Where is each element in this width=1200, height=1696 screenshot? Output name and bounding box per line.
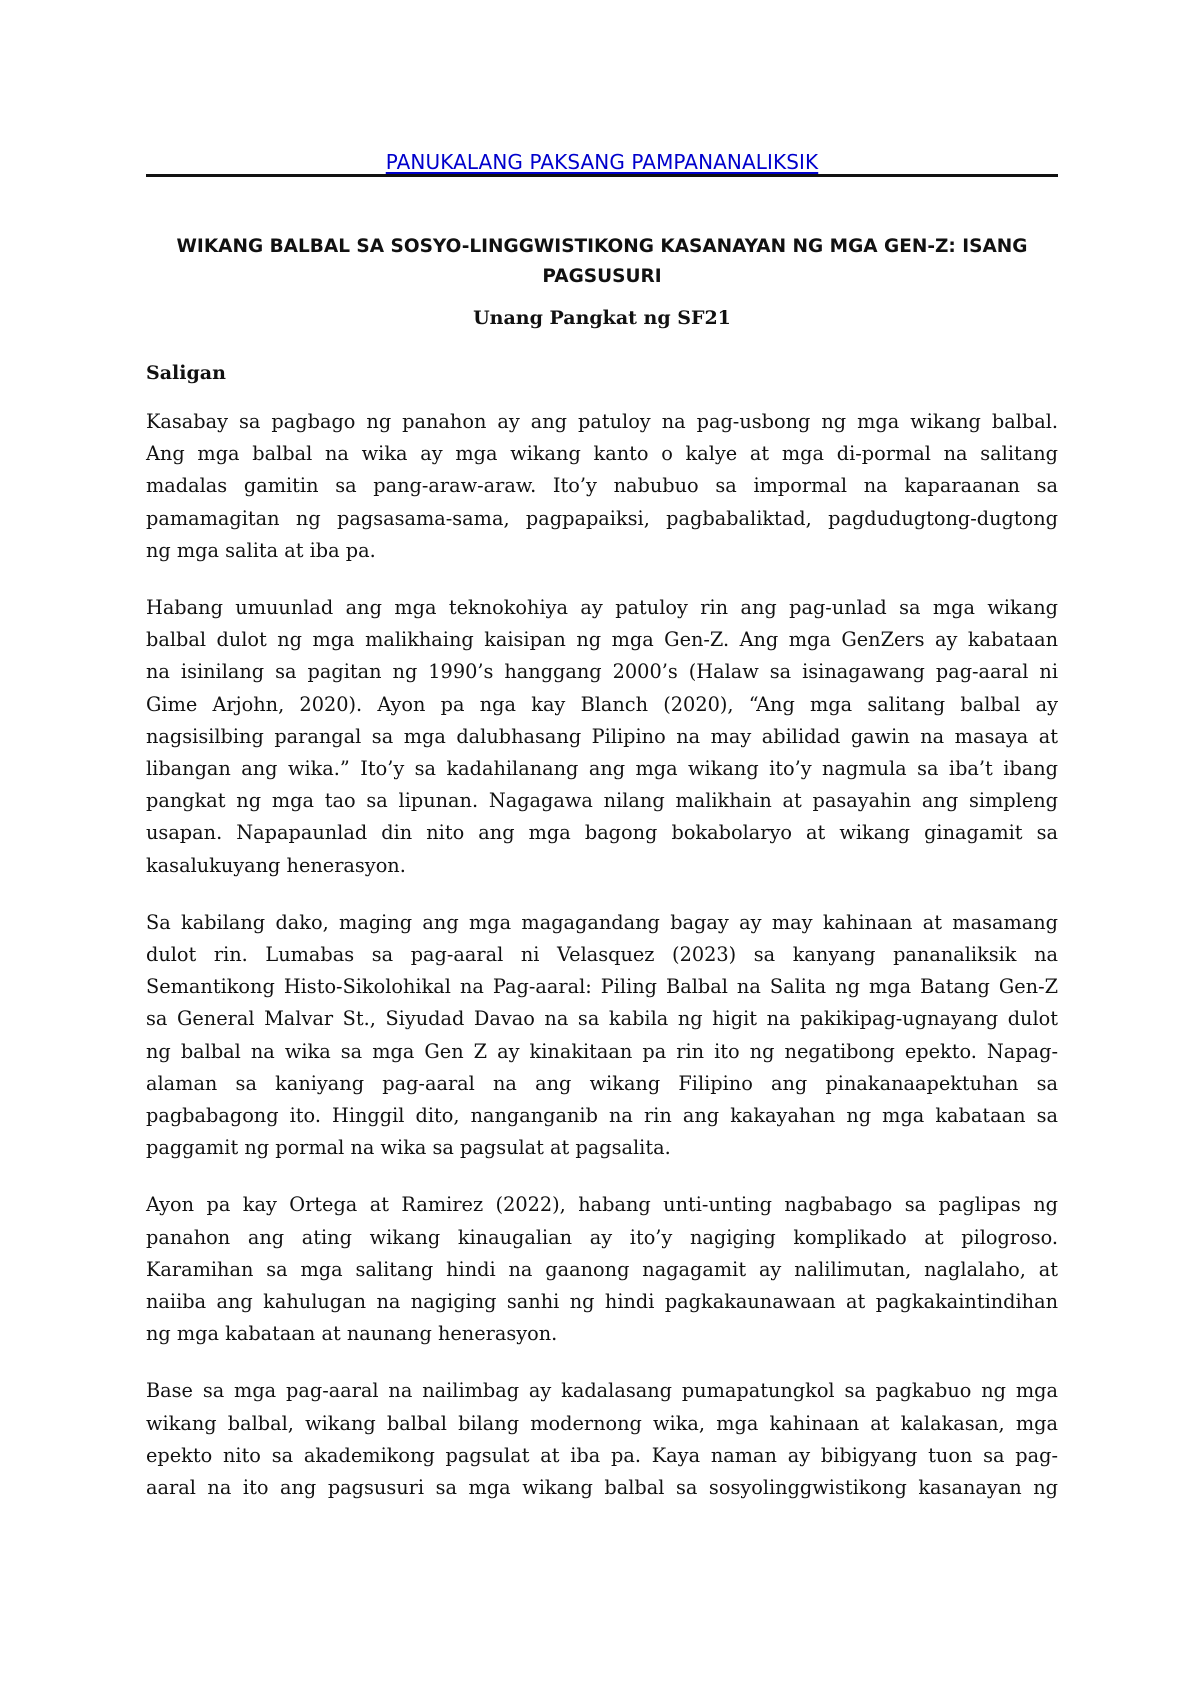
- paragraph-line: Habang umuunlad ang mga teknokohiya ay patuloy rin ang pag-unlad sa mga wikang: [146, 596, 1058, 620]
- paragraph-line: Base sa mga pag-aaral na nailimbag ay kadalasang pumapatungkol sa pagkabuo ng mga: [146, 1379, 1058, 1403]
- header-divider: [146, 174, 1058, 177]
- paragraph-line: Sa kabilang dako, maging ang mga magagandang bagay ay may kahinaan at masamang: [146, 910, 1058, 934]
- paragraph-line: ng mga kabataan at naunang henerasyon.: [146, 1322, 558, 1346]
- paragraph-line: nagsisilbing parangal sa mga dalubhasang Pilipino na may abilidad gawin na masaya at: [146, 724, 1058, 748]
- group-name: Unang Pangkat ng SF21: [473, 307, 731, 329]
- paragraph-line: panahon ang ating wikang kinaugalian ay ito’y nagiging komplikado at pilogroso.: [146, 1225, 1058, 1249]
- paragraph-line: pagbabagong ito. Hinggil dito, nanganganib na rin ang kakayahan ng mga kabataan sa: [146, 1104, 1058, 1128]
- section-heading: Saligan: [146, 362, 226, 384]
- paragraph-line: Ang mga balbal na wika ay mga wikang kanto o kalye at mga di-pormal na salitang: [146, 442, 1058, 466]
- document-title: [146, 232, 1058, 292]
- paragraph-line: wikang balbal, wikang balbal bilang modernong wika, mga kahinaan at kalakasan, mga: [146, 1411, 1058, 1435]
- paragraph-line: paggamit ng pormal na wika sa pagsulat at pagsalita.: [146, 1136, 671, 1160]
- body-text: [146, 406, 1058, 1529]
- paragraph-line: ng balbal na wika sa mga Gen Z ay kinakitaan pa rin ito ng negatibong epekto. Napag-: [146, 1039, 1058, 1063]
- paragraph-line: naiiba ang kahulugan na nagiging sanhi ng hindi pagkakaunawaan at pagkakaintindihan: [146, 1290, 1058, 1314]
- paragraph-line: balbal dulot ng mga malikhaing kaisipan ng mga Gen-Z. Ang mga GenZers ay kabataan: [146, 628, 1058, 652]
- document-title-line-2: PAGSUSURI: [542, 266, 662, 287]
- paragraph-line: sa General Malvar St., Siyudad Davao na sa kabila ng higit na pakikipag-ugnayang dulot: [146, 1007, 1058, 1031]
- paragraph-line: kasalukuyang henerasyon.: [146, 853, 406, 877]
- paragraph-line: aaral na ito ang pagsusuri sa mga wikang balbal sa sosyolinggwistikong kasanayan ng: [146, 1476, 1058, 1500]
- paragraph-line: madalas gamitin sa pang-araw-araw. Ito’y nabubuo sa impormal na kaparaanan sa: [146, 474, 1058, 498]
- paragraph-line: epekto nito sa akademikong pagsulat at iba pa. Kaya naman ay bibigyang tuon sa pag-: [146, 1443, 1058, 1467]
- paragraph: [146, 406, 1058, 567]
- paragraph: [146, 1189, 1058, 1350]
- paragraph: [146, 1375, 1058, 1504]
- paragraph-line: Semantikong Histo-Sikolohikal na Pag-aaral: Piling Balbal na Salita ng mga Batang Gen-Z: [146, 975, 1058, 999]
- paragraph-line: libangan ang wika.” Ito’y sa kadahilanang ang mga wikang ito’y nagmula sa iba’t ibang: [146, 757, 1058, 781]
- paragraph-line: pangkat ng mga tao sa lipunan. Nagagawa nilang malikhain at pasayahin ang simpleng: [146, 789, 1058, 813]
- paragraph-line: dulot rin. Lumabas sa pag-aaral ni Velasquez (2023) sa kanyang pananaliksik na: [146, 943, 1058, 967]
- paragraph-line: alaman sa kaniyang pag-aaral na ang wikang Filipino ang pinakanaapektuhan sa: [146, 1071, 1058, 1095]
- paragraph-line: Gime Arjohn, 2020). Ayon pa nga kay Blanch (2020), “Ang mga salitang balbal ay: [146, 692, 1058, 716]
- paragraph: [146, 592, 1058, 882]
- paragraph-line: pamamagitan ng pagsasama-sama, pagpapaiksi, pagbabaliktad, pagdudugtong-dugtong: [146, 506, 1058, 530]
- header-title: PANUKALANG PAKSANG PAMPANANALIKSIK: [385, 150, 819, 174]
- paragraph-line: Kasabay sa pagbago ng panahon ay ang patuloy na pag-usbong ng mga wikang balbal.: [146, 410, 1058, 433]
- paragraph: [146, 907, 1058, 1165]
- paragraph-line: Karamihan sa mga salitang hindi na gaanong nagagamit ay nalilimutan, naglalaho, at: [146, 1257, 1058, 1281]
- paragraph-line: Ayon pa kay Ortega at Ramirez (2022), habang unti-unting nagbabago sa paglipas ng: [146, 1193, 1058, 1217]
- paragraph-line: na isinilang sa pagitan ng 1990’s hanggang 2000’s (Halaw sa isinagawang pag-aaral ni: [146, 660, 1058, 684]
- paragraph-line: usapan. Napapaunlad din nito ang mga bagong bokabolaryo at wikang ginagamit sa: [146, 821, 1058, 845]
- paragraph-line: ng mga salita at iba pa.: [146, 538, 376, 562]
- document-title-line-1: WIKANG BALBAL SA SOSYO-LINGGWISTIKONG KASANAYAN NG MGA GEN-Z: ISANG: [176, 236, 1028, 257]
